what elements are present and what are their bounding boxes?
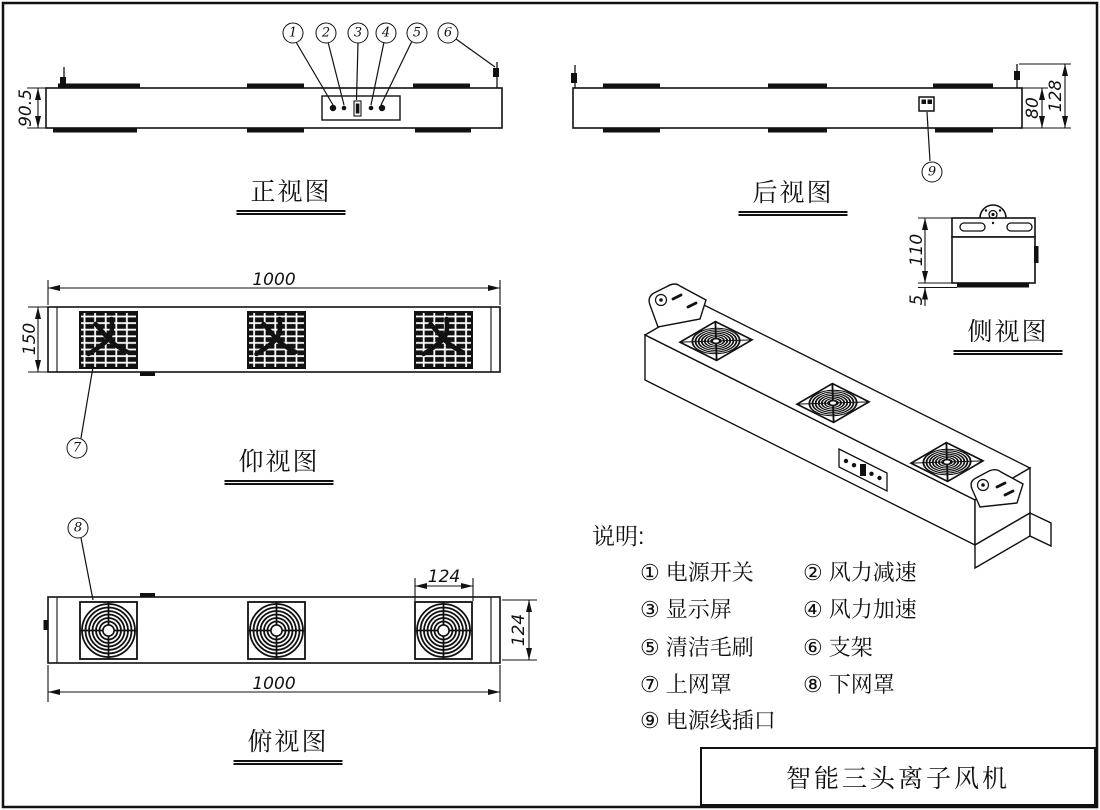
dim-rear-total-height: 128 bbox=[1046, 79, 1066, 113]
legend-item-1 bbox=[640, 556, 754, 587]
legend-text-6: 支架 bbox=[828, 635, 873, 660]
dim-front-height: 90.5 bbox=[16, 89, 36, 127]
legend-text-8: 下网罩 bbox=[828, 672, 895, 697]
control-panel bbox=[322, 96, 400, 120]
dim-top-fan-width: 124 bbox=[427, 567, 461, 587]
legend-text-9: 电源线插口 bbox=[665, 708, 776, 733]
cleaning-brush bbox=[379, 105, 385, 111]
legend-text-4: 风力加速 bbox=[828, 597, 917, 622]
legend-item-3 bbox=[640, 593, 732, 624]
top-view-label: 俯视图 bbox=[233, 722, 342, 765]
legend-item-2 bbox=[803, 556, 917, 587]
speed-up-button bbox=[369, 106, 374, 111]
legend-num-3: ③ bbox=[640, 597, 660, 622]
callout-7: 7 bbox=[67, 438, 88, 459]
legend-text-5: 清洁毛刷 bbox=[665, 635, 754, 660]
bottom-leader-7 bbox=[81, 367, 93, 438]
legend-text-1: 电源开关 bbox=[665, 560, 754, 585]
product-title: 智能三头离子风机 bbox=[785, 764, 1010, 793]
callout-5: 5 bbox=[407, 23, 428, 44]
legend-item-6 bbox=[803, 631, 873, 662]
callout-8: 8 bbox=[68, 518, 89, 539]
title-block bbox=[700, 747, 1096, 806]
legend-num-1: ① bbox=[640, 560, 660, 585]
side-view-label: 侧视图 bbox=[953, 312, 1062, 355]
callout-4: 4 bbox=[376, 23, 397, 44]
front-view-drawing bbox=[27, 39, 502, 133]
legend-heading: 说明: bbox=[592, 523, 645, 549]
dim-top-fan-height: 124 bbox=[509, 613, 529, 647]
callout-2: 2 bbox=[316, 23, 337, 44]
legend-num-5: ⑤ bbox=[640, 635, 660, 660]
legend-num-4: ④ bbox=[803, 597, 823, 622]
bottom-view-drawing bbox=[28, 280, 500, 438]
legend-num-9: ⑨ bbox=[640, 708, 660, 733]
side-view-drawing bbox=[918, 205, 1039, 306]
legend-text-7: 上网罩 bbox=[665, 672, 732, 697]
legend-item-8 bbox=[803, 668, 895, 699]
dim-rear-body-height: 80 bbox=[1023, 97, 1043, 119]
dim-top-length: 1000 bbox=[252, 674, 296, 694]
dim-side-base-gap: 5 bbox=[907, 294, 927, 306]
legend-text-3: 显示屏 bbox=[665, 597, 732, 622]
power-button bbox=[330, 105, 336, 111]
dim-bottom-length: 1000 bbox=[252, 270, 296, 290]
callout-3: 3 bbox=[348, 23, 369, 44]
callout-6: 6 bbox=[438, 23, 459, 44]
dim-bottom-width: 150 bbox=[20, 322, 40, 356]
bottom-view-label: 仰视图 bbox=[224, 442, 333, 485]
callout-9: 9 bbox=[922, 162, 943, 183]
dim-side-height: 110 bbox=[907, 233, 927, 267]
legend-item-5 bbox=[640, 631, 754, 662]
legend-num-6: ⑥ bbox=[803, 635, 823, 660]
rear-view-label: 后视图 bbox=[738, 173, 847, 216]
power-socket-icon bbox=[919, 97, 934, 111]
speed-down-button bbox=[342, 106, 347, 111]
top-leader-8 bbox=[81, 538, 93, 600]
front-view-label: 正视图 bbox=[236, 172, 345, 215]
legend-item-4 bbox=[803, 593, 917, 624]
legend-item-7 bbox=[640, 668, 732, 699]
legend-num-8: ⑧ bbox=[803, 672, 823, 697]
bracket-slot bbox=[960, 223, 985, 231]
rear-view-drawing bbox=[571, 64, 1071, 161]
legend-item-9 bbox=[640, 704, 776, 735]
legend-text-2: 风力减速 bbox=[828, 560, 917, 585]
callout-1: 1 bbox=[283, 23, 304, 44]
legend-num-7: ⑦ bbox=[640, 672, 660, 697]
bracket-slot bbox=[1007, 223, 1032, 231]
legend-num-2: ② bbox=[803, 560, 823, 585]
